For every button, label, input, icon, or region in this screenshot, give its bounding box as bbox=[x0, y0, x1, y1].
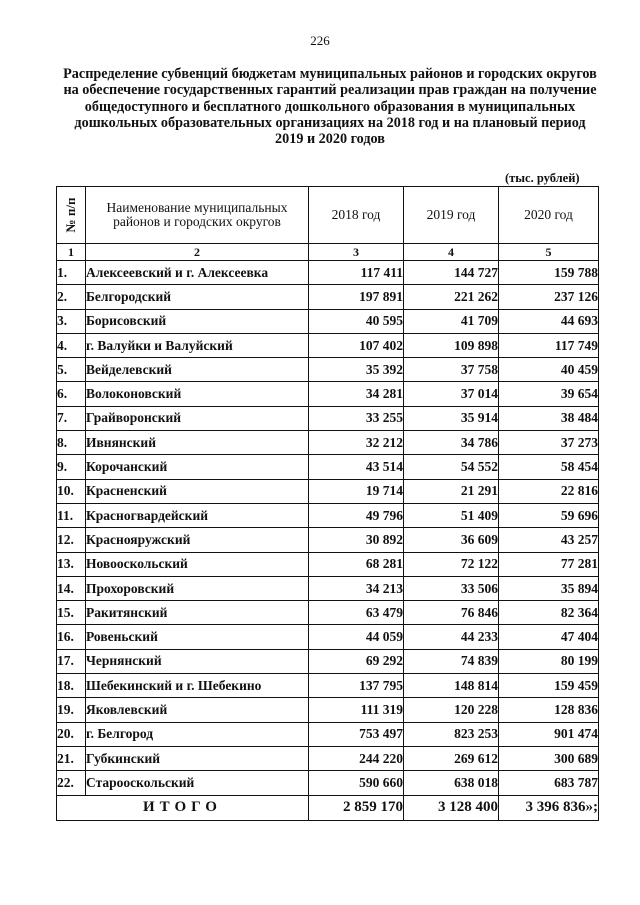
header-2018: 2018 год bbox=[309, 187, 404, 244]
value-2018: 44 059 bbox=[309, 625, 404, 649]
row-number: 4. bbox=[57, 333, 86, 357]
district-name: Шебекинский и г. Шебекино bbox=[86, 674, 309, 698]
value-2018: 69 292 bbox=[309, 649, 404, 673]
row-number: 3. bbox=[57, 309, 86, 333]
document-title: Распределение субвенций бюджетам муниципальных районов и городских округов на обеспечение государственных гарантий реализации прав граждан на получение общедоступного и бесплатного дошкольного образования в муниципальных дошкольных образовательных организациях на 2018 год и на плановый период 2019 и 2020 годов bbox=[63, 66, 597, 148]
value-2019: 109 898 bbox=[404, 333, 499, 357]
value-2018: 107 402 bbox=[309, 333, 404, 357]
column-index: 3 bbox=[309, 244, 404, 261]
table-row bbox=[57, 261, 599, 285]
table-row bbox=[57, 431, 599, 455]
value-2018: 33 255 bbox=[309, 406, 404, 430]
district-name: Краснояружский bbox=[86, 528, 309, 552]
table-row bbox=[57, 406, 599, 430]
district-name: Красненский bbox=[86, 479, 309, 503]
district-name: Красногвардейский bbox=[86, 503, 309, 527]
value-2020: 22 816 bbox=[499, 479, 599, 503]
header-num bbox=[57, 187, 86, 244]
row-number: 14. bbox=[57, 576, 86, 600]
value-2019: 76 846 bbox=[404, 601, 499, 625]
value-2018: 63 479 bbox=[309, 601, 404, 625]
value-2019: 148 814 bbox=[404, 674, 499, 698]
value-2018: 197 891 bbox=[309, 285, 404, 309]
table-row bbox=[57, 309, 599, 333]
district-name: Прохоровский bbox=[86, 576, 309, 600]
value-2018: 68 281 bbox=[309, 552, 404, 576]
value-2018: 19 714 bbox=[309, 479, 404, 503]
table-row bbox=[57, 698, 599, 722]
row-number: 11. bbox=[57, 503, 86, 527]
district-name: Ровеньский bbox=[86, 625, 309, 649]
value-2020: 35 894 bbox=[499, 576, 599, 600]
district-name: Чернянский bbox=[86, 649, 309, 673]
value-2020: 80 199 bbox=[499, 649, 599, 673]
value-2020: 159 788 bbox=[499, 261, 599, 285]
row-number: 10. bbox=[57, 479, 86, 503]
value-2018: 49 796 bbox=[309, 503, 404, 527]
value-2020: 38 484 bbox=[499, 406, 599, 430]
table-row bbox=[57, 601, 599, 625]
value-2019: 37 014 bbox=[404, 382, 499, 406]
value-2020: 47 404 bbox=[499, 625, 599, 649]
value-2020: 128 836 bbox=[499, 698, 599, 722]
row-number: 15. bbox=[57, 601, 86, 625]
total-2018: 2 859 170 bbox=[309, 795, 404, 820]
value-2018: 40 595 bbox=[309, 309, 404, 333]
row-number: 2. bbox=[57, 285, 86, 309]
value-2019: 21 291 bbox=[404, 479, 499, 503]
total-label: ИТОГО bbox=[57, 795, 309, 820]
total-2020: 3 396 836»; bbox=[499, 795, 599, 820]
row-number: 19. bbox=[57, 698, 86, 722]
header-2020: 2020 год bbox=[499, 187, 599, 244]
value-2019: 72 122 bbox=[404, 552, 499, 576]
value-2018: 753 497 bbox=[309, 722, 404, 746]
table-row bbox=[57, 552, 599, 576]
district-name: Корочанский bbox=[86, 455, 309, 479]
total-2019: 3 128 400 bbox=[404, 795, 499, 820]
row-number: 7. bbox=[57, 406, 86, 430]
value-2019: 44 233 bbox=[404, 625, 499, 649]
column-index-row bbox=[57, 244, 599, 261]
value-2018: 111 319 bbox=[309, 698, 404, 722]
row-number: 17. bbox=[57, 649, 86, 673]
table-row bbox=[57, 674, 599, 698]
value-2018: 244 220 bbox=[309, 746, 404, 770]
value-2018: 43 514 bbox=[309, 455, 404, 479]
table-row bbox=[57, 771, 599, 795]
table-row bbox=[57, 333, 599, 357]
row-number: 13. bbox=[57, 552, 86, 576]
district-name: Алексеевский и г. Алексеевка bbox=[86, 261, 309, 285]
table-body bbox=[57, 261, 599, 796]
value-2019: 74 839 bbox=[404, 649, 499, 673]
value-2019: 54 552 bbox=[404, 455, 499, 479]
page-number: 226 bbox=[310, 33, 330, 48]
district-name: Старооскольский bbox=[86, 771, 309, 795]
table-row bbox=[57, 722, 599, 746]
value-2018: 34 213 bbox=[309, 576, 404, 600]
district-name: Новооскольский bbox=[86, 552, 309, 576]
header-name: Наименование муниципальных районов и городских округов bbox=[86, 187, 309, 244]
value-2020: 683 787 bbox=[499, 771, 599, 795]
value-2019: 144 727 bbox=[404, 261, 499, 285]
row-number: 21. bbox=[57, 746, 86, 770]
value-2019: 36 609 bbox=[404, 528, 499, 552]
row-number: 16. bbox=[57, 625, 86, 649]
value-2018: 32 212 bbox=[309, 431, 404, 455]
value-2020: 237 126 bbox=[499, 285, 599, 309]
value-2018: 117 411 bbox=[309, 261, 404, 285]
value-2018: 590 660 bbox=[309, 771, 404, 795]
table-row bbox=[57, 528, 599, 552]
district-name: г. Белгород bbox=[86, 722, 309, 746]
column-index: 2 bbox=[86, 244, 309, 261]
value-2019: 41 709 bbox=[404, 309, 499, 333]
row-number: 8. bbox=[57, 431, 86, 455]
value-2019: 221 262 bbox=[404, 285, 499, 309]
row-number: 1. bbox=[57, 261, 86, 285]
value-2020: 43 257 bbox=[499, 528, 599, 552]
total-row bbox=[57, 795, 599, 820]
table-row bbox=[57, 358, 599, 382]
row-number: 6. bbox=[57, 382, 86, 406]
district-name: Белгородский bbox=[86, 285, 309, 309]
row-number: 22. bbox=[57, 771, 86, 795]
district-name: Яковлевский bbox=[86, 698, 309, 722]
table-row bbox=[57, 455, 599, 479]
value-2020: 59 696 bbox=[499, 503, 599, 527]
value-2020: 300 689 bbox=[499, 746, 599, 770]
table-row bbox=[57, 285, 599, 309]
value-2019: 120 228 bbox=[404, 698, 499, 722]
table-row bbox=[57, 479, 599, 503]
table-row bbox=[57, 382, 599, 406]
column-index: 5 bbox=[499, 244, 599, 261]
column-index: 4 bbox=[404, 244, 499, 261]
table-row bbox=[57, 746, 599, 770]
table-row bbox=[57, 649, 599, 673]
table-row bbox=[57, 625, 599, 649]
value-2019: 51 409 bbox=[404, 503, 499, 527]
table-row bbox=[57, 503, 599, 527]
district-name: Ракитянский bbox=[86, 601, 309, 625]
value-2020: 117 749 bbox=[499, 333, 599, 357]
value-2018: 35 392 bbox=[309, 358, 404, 382]
value-2019: 823 253 bbox=[404, 722, 499, 746]
value-2020: 37 273 bbox=[499, 431, 599, 455]
value-2019: 638 018 bbox=[404, 771, 499, 795]
row-number: 9. bbox=[57, 455, 86, 479]
unit-label: (тыс. рублей) bbox=[505, 171, 580, 185]
value-2020: 82 364 bbox=[499, 601, 599, 625]
value-2019: 269 612 bbox=[404, 746, 499, 770]
row-number: 20. bbox=[57, 722, 86, 746]
header-num-label: № п/п bbox=[63, 197, 78, 233]
district-name: Губкинский bbox=[86, 746, 309, 770]
value-2018: 30 892 bbox=[309, 528, 404, 552]
value-2020: 44 693 bbox=[499, 309, 599, 333]
value-2019: 35 914 bbox=[404, 406, 499, 430]
header-2019: 2019 год bbox=[404, 187, 499, 244]
subvention-table bbox=[56, 186, 599, 821]
district-name: Борисовский bbox=[86, 309, 309, 333]
column-index: 1 bbox=[57, 244, 86, 261]
district-name: Волоконовский bbox=[86, 382, 309, 406]
value-2018: 34 281 bbox=[309, 382, 404, 406]
row-number: 5. bbox=[57, 358, 86, 382]
value-2019: 37 758 bbox=[404, 358, 499, 382]
value-2020: 901 474 bbox=[499, 722, 599, 746]
value-2020: 58 454 bbox=[499, 455, 599, 479]
value-2020: 39 654 bbox=[499, 382, 599, 406]
row-number: 18. bbox=[57, 674, 86, 698]
district-name: Вейделевский bbox=[86, 358, 309, 382]
district-name: г. Валуйки и Валуйский bbox=[86, 333, 309, 357]
row-number: 12. bbox=[57, 528, 86, 552]
table-row bbox=[57, 576, 599, 600]
value-2020: 77 281 bbox=[499, 552, 599, 576]
value-2019: 34 786 bbox=[404, 431, 499, 455]
district-name: Грайворонский bbox=[86, 406, 309, 430]
district-name: Ивнянский bbox=[86, 431, 309, 455]
value-2020: 40 459 bbox=[499, 358, 599, 382]
value-2019: 33 506 bbox=[404, 576, 499, 600]
value-2020: 159 459 bbox=[499, 674, 599, 698]
value-2018: 137 795 bbox=[309, 674, 404, 698]
